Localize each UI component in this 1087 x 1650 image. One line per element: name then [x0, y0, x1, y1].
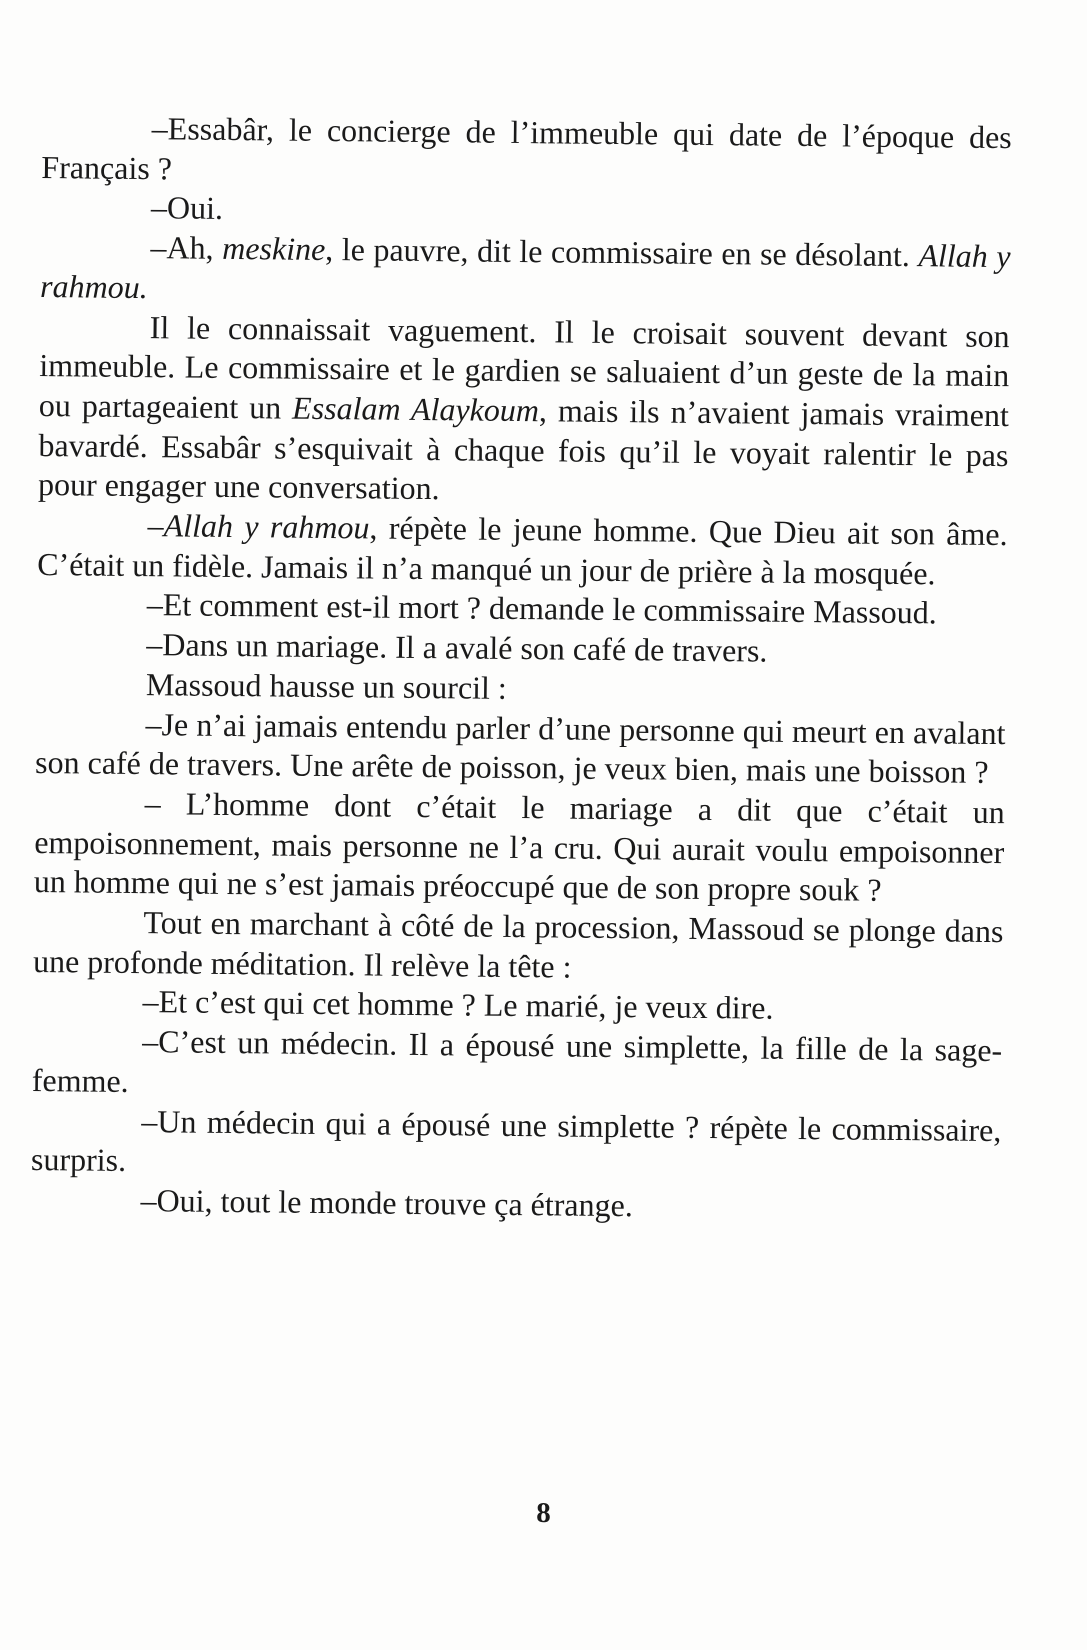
paragraph — [40, 227, 1011, 317]
text-run: –Dans un mariage. Il a avalé son café de travers. — [146, 626, 768, 669]
text-run: – — [147, 507, 164, 544]
italic-text: Allah y rahmou — [163, 507, 370, 546]
paragraph — [38, 307, 1010, 516]
text-run: –Je n’ai jamais entendu parler d’une personne qui meurt en avalant son café de travers. Une arête de poisson, je veux bien, mais une boisson ? — [34, 705, 1006, 791]
text-run: –Un médecin qui a épousé une simplette ? répète le commissaire, surpris. — [30, 1102, 1002, 1179]
paragraph — [33, 902, 1004, 992]
paragraph — [41, 108, 1012, 198]
paragraph — [32, 1021, 1003, 1111]
paragraph — [34, 783, 1005, 912]
text-run: –Ah, — [150, 229, 223, 267]
text-run: – L’homme dont c’était le mariage a dit que c’était un empoisonnement, mais personne ne l’a cru. Qui aurait voulu empoisonner un homme qui ne s’est jamais préoccupé que de son propre souk ? — [33, 785, 1005, 909]
italic-text: Essalam Alaykoum — [291, 389, 540, 429]
text-run: Massoud hausse un sourcil : — [145, 665, 508, 706]
text-run: –C’est un médecin. Il a épousé une simplette, la fille de la sage-femme. — [31, 1023, 1003, 1099]
text-run: –Oui. — [150, 189, 224, 227]
paragraph — [37, 505, 1008, 595]
text-run: –Essabâr, le concierge de l’immeuble qui date de l’époque des Français ? — [41, 110, 1012, 187]
italic-text: Allah y rahmou. — [39, 237, 1011, 305]
text-run: , le pauvre, dit le commissaire en se désolant. — [325, 231, 919, 274]
text-run: Il le connaissait vaguement. Il le croisait souvent devant son immeuble. Le commissaire et le gardien se saluaient d’un geste de la main ou partageaient un — [38, 308, 1010, 426]
text-run: –Oui, tout le monde trouve ça étrange. — [140, 1182, 634, 1224]
text-run: –Et c’est qui cet homme ? Le marié, je veux dire. — [142, 983, 774, 1027]
text-run: , répète le jeune homme. Que Dieu ait son âme. C’était un fidèle. Jamais il n’a manqué un jour de prière à la mosquée. — [37, 509, 1008, 592]
page-number: 8 — [536, 1497, 551, 1529]
text-run: , mais ils n’avaient jamais vraiment bavardé. Essabâr s’esquivait à chaque fois qu’il le voyait ralentir le pas pour engager une conversation. — [37, 392, 1010, 507]
italic-text: meskine — [222, 230, 326, 268]
text-run: –Et comment est-il mort ? demande le commissaire Massoud. — [146, 586, 937, 631]
paragraph — [35, 704, 1006, 794]
text-run: Tout en marchant à côté de la procession, Massoud se plonge dans une profonde méditation. Il relève la tête : — [32, 904, 1004, 985]
body-text — [30, 108, 1012, 1230]
paragraph — [31, 1101, 1002, 1191]
